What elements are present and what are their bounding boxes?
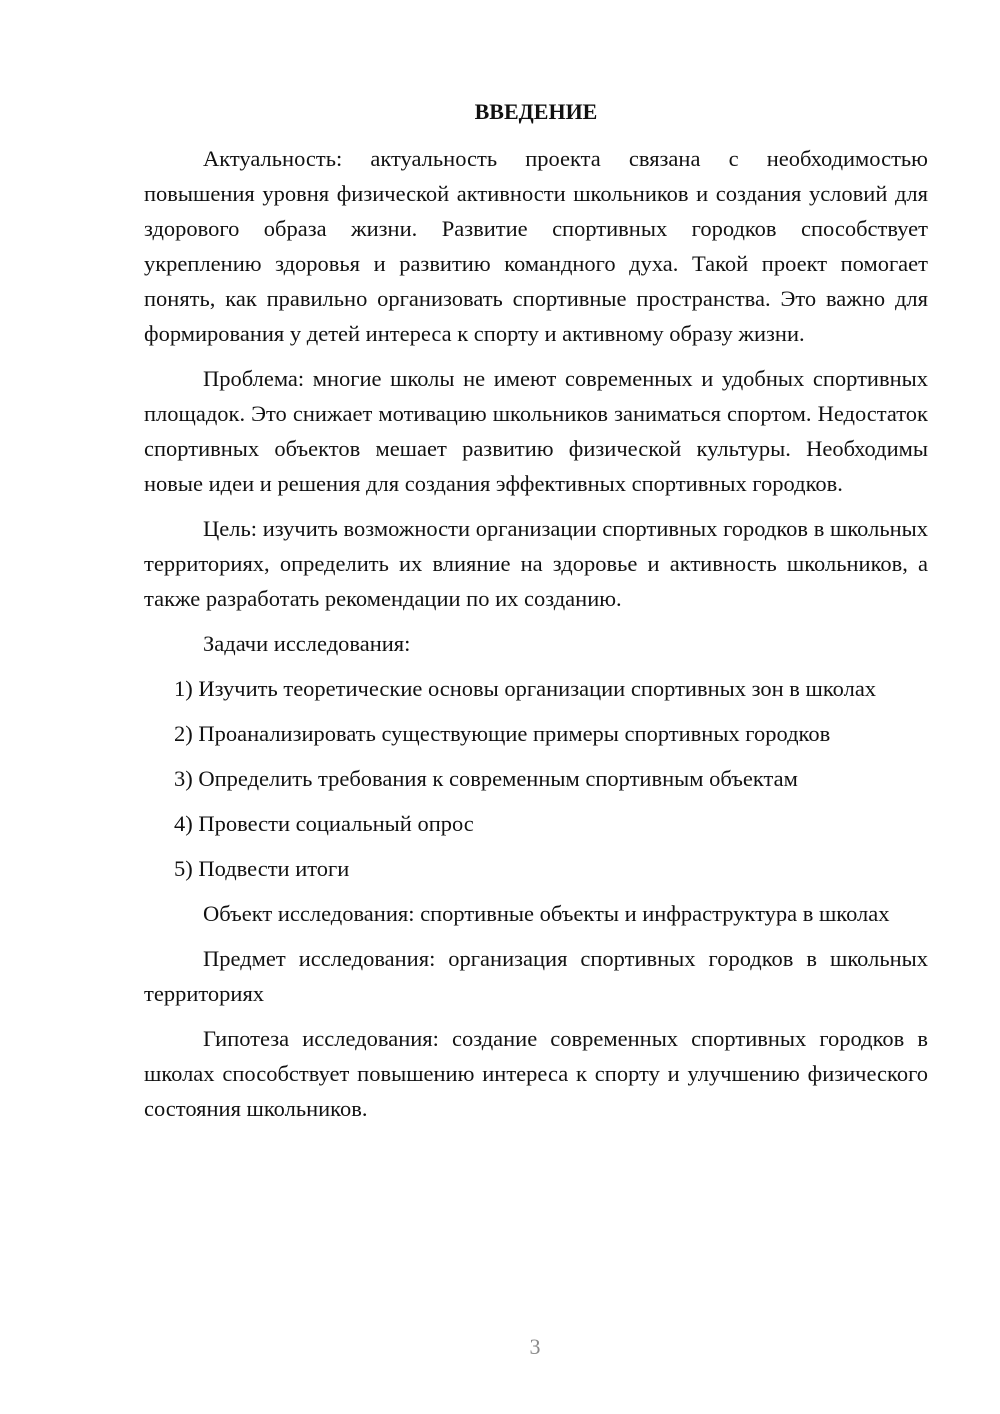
tasks-heading: Задачи исследования: bbox=[203, 631, 411, 656]
task-item: 4) Провести социальный опрос bbox=[174, 811, 474, 836]
problem-paragraph: Проблема: многие школы не имеют современных и удобных спортивных площадок. Это снижает мотивацию школьников заниматься спортом. Недостаток спортивных объектов мешает развитию физической культуры. Необходимы новые идеи и решения для создания эффективных спортивных городков. bbox=[144, 366, 928, 496]
research-object-paragraph: Объект исследования: спортивные объекты и инфраструктура в школах bbox=[203, 901, 890, 926]
hypothesis-paragraph: Гипотеза исследования: создание современных спортивных городков в школах способствует повышению интереса к спорту и улучшению физического состояния школьников. bbox=[144, 1026, 928, 1121]
page-number: 3 bbox=[529, 1334, 541, 1359]
goal-paragraph: Цель: изучить возможности организации спортивных городков в школьных территориях, определить их влияние на здоровье и активность школьников, а также разработать рекомендации по их созданию. bbox=[144, 516, 928, 611]
task-item: 3) Определить требования к современным спортивным объектам bbox=[174, 766, 798, 791]
research-subject-paragraph: Предмет исследования: организация спортивных городков в школьных территориях bbox=[144, 946, 928, 1006]
task-item: 2) Проанализировать существующие примеры спортивных городков bbox=[174, 721, 831, 746]
task-item: 5) Подвести итоги bbox=[174, 856, 350, 881]
page-title: ВВЕДЕНИЕ bbox=[474, 99, 598, 124]
relevance-paragraph: Актуальность: актуальность проекта связана с необходимостью повышения уровня физической активности школьников и создания условий для здорового образа жизни. Развитие спортивных городков способствует укреплению здоровья и развитию командного духа. Такой проект помогает понять, как правильно организовать спортивные пространства. Это важно для формирования у детей интереса к спорту и активному образу жизни. bbox=[144, 146, 928, 346]
task-item: 1) Изучить теоретические основы организации спортивных зон в школах bbox=[174, 676, 877, 701]
document-body bbox=[144, 94, 928, 1136]
